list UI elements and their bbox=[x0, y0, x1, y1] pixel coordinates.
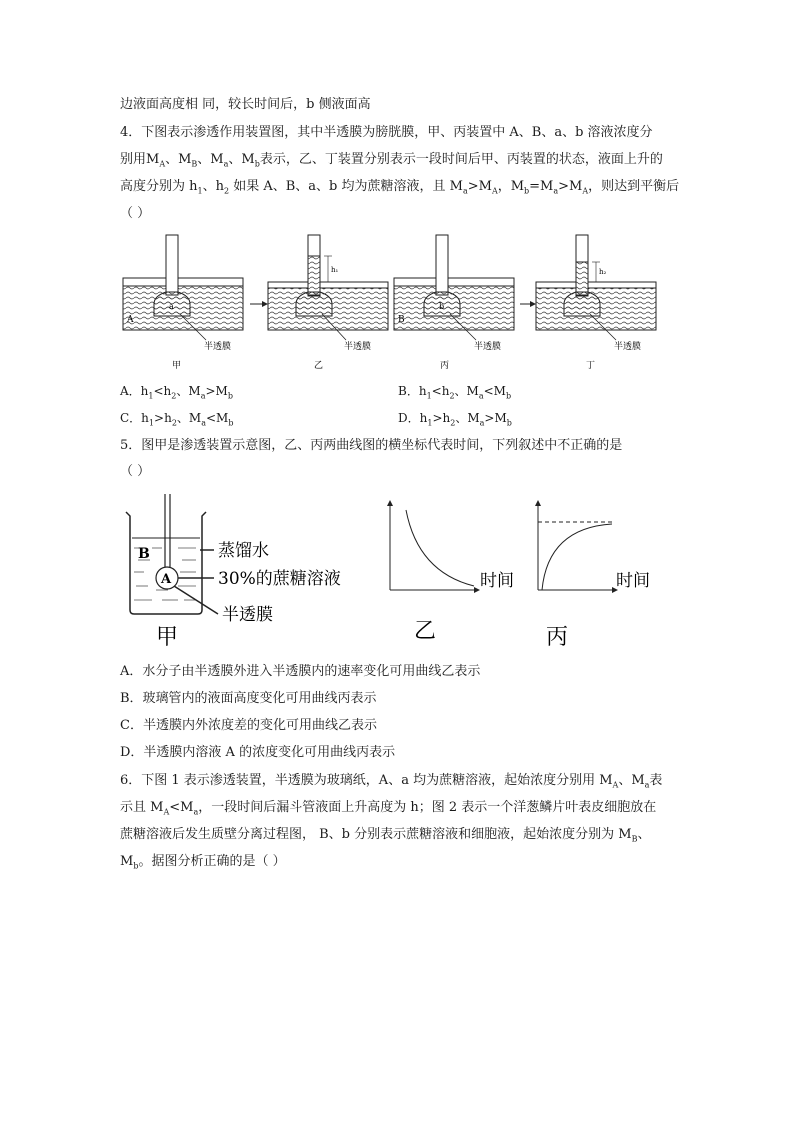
label-A: A bbox=[127, 315, 134, 325]
label-sugar: 30%的蔗糖溶液 bbox=[218, 569, 341, 589]
apparatus-bing bbox=[394, 235, 514, 371]
label-B: B bbox=[398, 315, 405, 325]
membrane-label-4: 半透膜 bbox=[614, 342, 642, 352]
q5-option-a[interactable]: A．水分子由半透膜外进入半透膜内的速率变化可用曲线乙表示 bbox=[120, 664, 481, 679]
question-5-stem: 5．图甲是渗透装置示意图，乙、丙两曲线图的横坐标代表时间，下列叙述中不正确的是 bbox=[120, 438, 623, 453]
q5-option-c[interactable]: C．半透膜内外浓度差的变化可用曲线乙表示 bbox=[120, 718, 377, 733]
osmosis-apparatus-figure bbox=[118, 230, 678, 375]
label-time-2: 时间 bbox=[616, 571, 650, 591]
label-A: A bbox=[161, 572, 172, 587]
label-jia: 甲 bbox=[156, 625, 179, 650]
q5-option-d[interactable]: D．半透膜内溶液 A 的浓度变化可用曲线丙表示 bbox=[120, 745, 396, 760]
question-4-stem-1: 4．下图表示渗透作用装置图，其中半透膜为膀胱膜，甲、丙装置中 A、B、a、b 溶液浓度分 bbox=[120, 125, 653, 140]
apparatus-ding bbox=[536, 235, 656, 371]
q4-option-a[interactable]: A．$h_1<h_2$、$M_a>M_b$ bbox=[120, 384, 233, 401]
question-6-stem-4: $M_b$。据图分析正确的是（ ） bbox=[120, 854, 286, 871]
q5-option-b[interactable]: B．玻璃管内的液面高度变化可用曲线丙表示 bbox=[120, 691, 377, 706]
label-bing: 丙 bbox=[440, 361, 450, 371]
label-h1: h₁ bbox=[331, 266, 339, 274]
label-water: 蒸馏水 bbox=[218, 541, 269, 561]
apparatus-jia bbox=[123, 235, 243, 371]
q4-option-d[interactable]: D．$h_1>h_2$、$M_a>M_b$ bbox=[398, 411, 512, 428]
question-4-stem-3: 高度分别为 $h_1$、$h_2$ 如果 A、B、a、b 均为蔗糖溶液，且 $M_a>M_A$，$M_b=M_a>M_A$，则达到平衡后 bbox=[120, 179, 680, 196]
membrane-label-2: 半透膜 bbox=[344, 342, 372, 352]
membrane-label-3: 半透膜 bbox=[474, 342, 502, 352]
question-6-stem-2: 示且 $M_A<M_a$，一段时间后漏斗管液面上升高度为 h；图 2 表示一个洋葱鳞片叶表皮细胞放在 bbox=[120, 800, 657, 817]
curve-bing bbox=[535, 500, 650, 650]
question-4-paren: （ ） bbox=[120, 206, 151, 221]
beaker-jia bbox=[126, 494, 341, 650]
label-yi: 乙 bbox=[414, 619, 437, 644]
label-ding: 丁 bbox=[586, 361, 596, 371]
label-yi: 乙 bbox=[314, 361, 324, 371]
question-6-stem-1: 6．下图 1 表示渗透装置，半透膜为玻璃纸，A、a 均为蔗糖溶液，起始浓度分别用 $M_A$、$M_a$表 bbox=[120, 773, 663, 790]
label-B: B bbox=[138, 546, 150, 562]
label-h2: h₂ bbox=[599, 268, 607, 276]
label-bing: 丙 bbox=[546, 625, 569, 650]
label-jia: 甲 bbox=[172, 361, 182, 371]
question-5-paren: （ ） bbox=[120, 464, 151, 479]
membrane-label-1: 半透膜 bbox=[204, 342, 232, 352]
osmosis-curves-figure bbox=[118, 492, 678, 652]
label-membrane: 半透膜 bbox=[222, 605, 273, 625]
label-time-1: 时间 bbox=[480, 571, 514, 591]
label-a: a bbox=[169, 302, 174, 311]
question-6-stem-3: 蔗糖溶液后发生质壁分离过程图， B、b 分别表示蔗糖溶液和细胞液，起始浓度分别为 $M_B$、 bbox=[120, 827, 651, 844]
q4-option-b[interactable]: B．$h_1<h_2$、$M_a<M_b$ bbox=[398, 384, 512, 401]
question-4-stem-2: 别用$M_A$、$M_B$、$M_a$、$M_b$表示，乙、丁装置分别表示一段时间后甲、丙装置的状态，液面上升的 bbox=[120, 152, 663, 169]
label-b: b bbox=[439, 302, 445, 311]
curve-yi bbox=[387, 500, 514, 644]
apparatus-yi bbox=[268, 235, 388, 371]
text-line-1: 边液面高度相 同，较长时间后，b 侧液面高 bbox=[120, 97, 371, 112]
q4-option-c[interactable]: C．$h_1>h_2$、$M_a<M_b$ bbox=[120, 411, 234, 428]
